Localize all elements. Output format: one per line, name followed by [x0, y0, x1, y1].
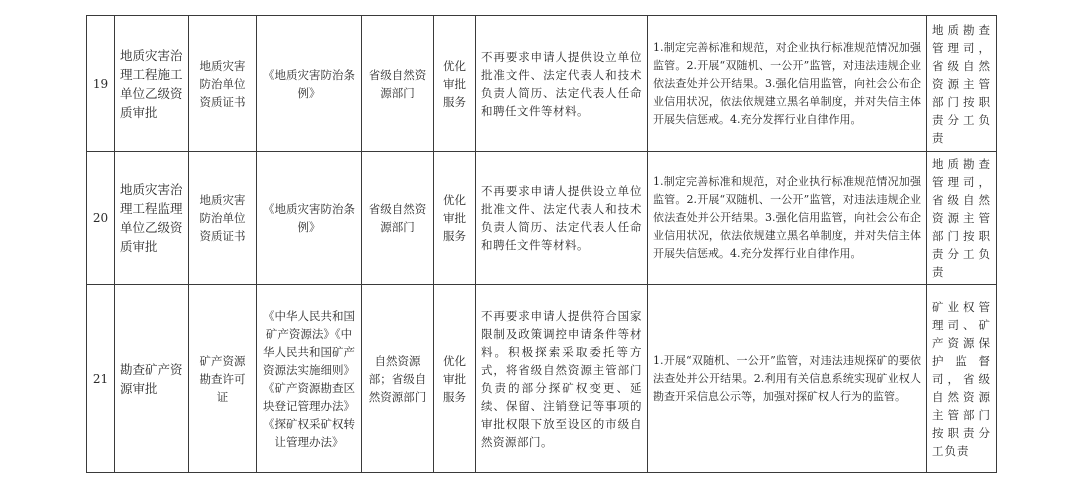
- certificate-name: 矿产资源勘查许可证: [189, 285, 257, 473]
- legal-basis: 《中华人民共和国矿产资源法》《中华人民共和国矿产资源法实施细则》《矿产资源勘查区块登记管理办法》《探矿权采矿权转让管理办法》: [257, 285, 362, 473]
- approval-department: 省级自然资源部门: [362, 16, 434, 152]
- table-row: [87, 152, 997, 285]
- approval-department: 自然资源部；省级自然资源部门: [362, 285, 434, 473]
- certificate-name: 地质灾害防治单位资质证书: [189, 152, 257, 285]
- reform-mode: 优化审批服务: [434, 152, 476, 285]
- item-name: 地质灾害治理工程监理单位乙级资质审批: [115, 152, 189, 285]
- responsible-unit: 地质勘查管理司，省级自然资源主管部门按职责分工负责: [927, 16, 997, 152]
- approval-department: 省级自然资源部门: [362, 152, 434, 285]
- reform-content: 不再要求申请人提供设立单位批准文件、法定代表人和技术负责人简历、法定代表人任命和聘任文件等材料。: [476, 152, 648, 285]
- certificate-name: 地质灾害防治单位资质证书: [189, 16, 257, 152]
- row-number: 19: [87, 16, 115, 152]
- responsible-unit: 矿业权管理司、矿产资源保护监督司，省级自然资源主管部门按职责分工负责: [927, 285, 997, 473]
- row-number: 20: [87, 152, 115, 285]
- legal-basis: 《地质灾害防治条例》: [257, 152, 362, 285]
- row-number: 21: [87, 285, 115, 473]
- item-name: 勘查矿产资源审批: [115, 285, 189, 473]
- supervision-measures: 1.制定完善标准和规范，对企业执行标准规范情况加强监管。2.开展“双随机、一公开”监管，对违法违规企业依法查处并公开结果。3.强化信用监管，向社会公布企业信用状况，依法依规建立黑名单制度，并对失信主体开展失信惩戒。4.充分发挥行业自律作用。: [648, 152, 927, 285]
- supervision-measures: 1.开展“双随机、一公开”监管，对违法违规探矿的要依法查处并公开结果。2.利用有关信息系统实现矿业权人勘查开采信息公示等，加强对探矿权人行为的监管。: [648, 285, 927, 473]
- reform-mode: 优化审批服务: [434, 285, 476, 473]
- legal-basis: 《地质灾害防治条例》: [257, 16, 362, 152]
- table-row: [87, 16, 997, 152]
- responsible-unit: 地质勘查管理司，省级自然资源主管部门按职责分工负责: [927, 152, 997, 285]
- approval-items-table: [86, 15, 997, 473]
- reform-mode: 优化审批服务: [434, 16, 476, 152]
- reform-content: 不再要求申请人提供设立单位批准文件、法定代表人和技术负责人简历、法定代表人任命和聘任文件等材料。: [476, 16, 648, 152]
- item-name: 地质灾害治理工程施工单位乙级资质审批: [115, 16, 189, 152]
- supervision-measures: 1.制定完善标准和规范，对企业执行标准规范情况加强监管。2.开展“双随机、一公开”监管，对违法违规企业依法查处并公开结果。3.强化信用监管，向社会公布企业信用状况，依法依规建立黑名单制度，并对失信主体开展失信惩戒。4.充分发挥行业自律作用。: [648, 16, 927, 152]
- table-row: [87, 285, 997, 473]
- reform-content: 不再要求申请人提供符合国家限制及政策调控申请条件等材料。积极探索采取委托等方式，将省级自然资源主管部门负责的部分探矿权变更、延续、保留、注销登记等事项的审批权限下放至设区的市级自然资源部门。: [476, 285, 648, 473]
